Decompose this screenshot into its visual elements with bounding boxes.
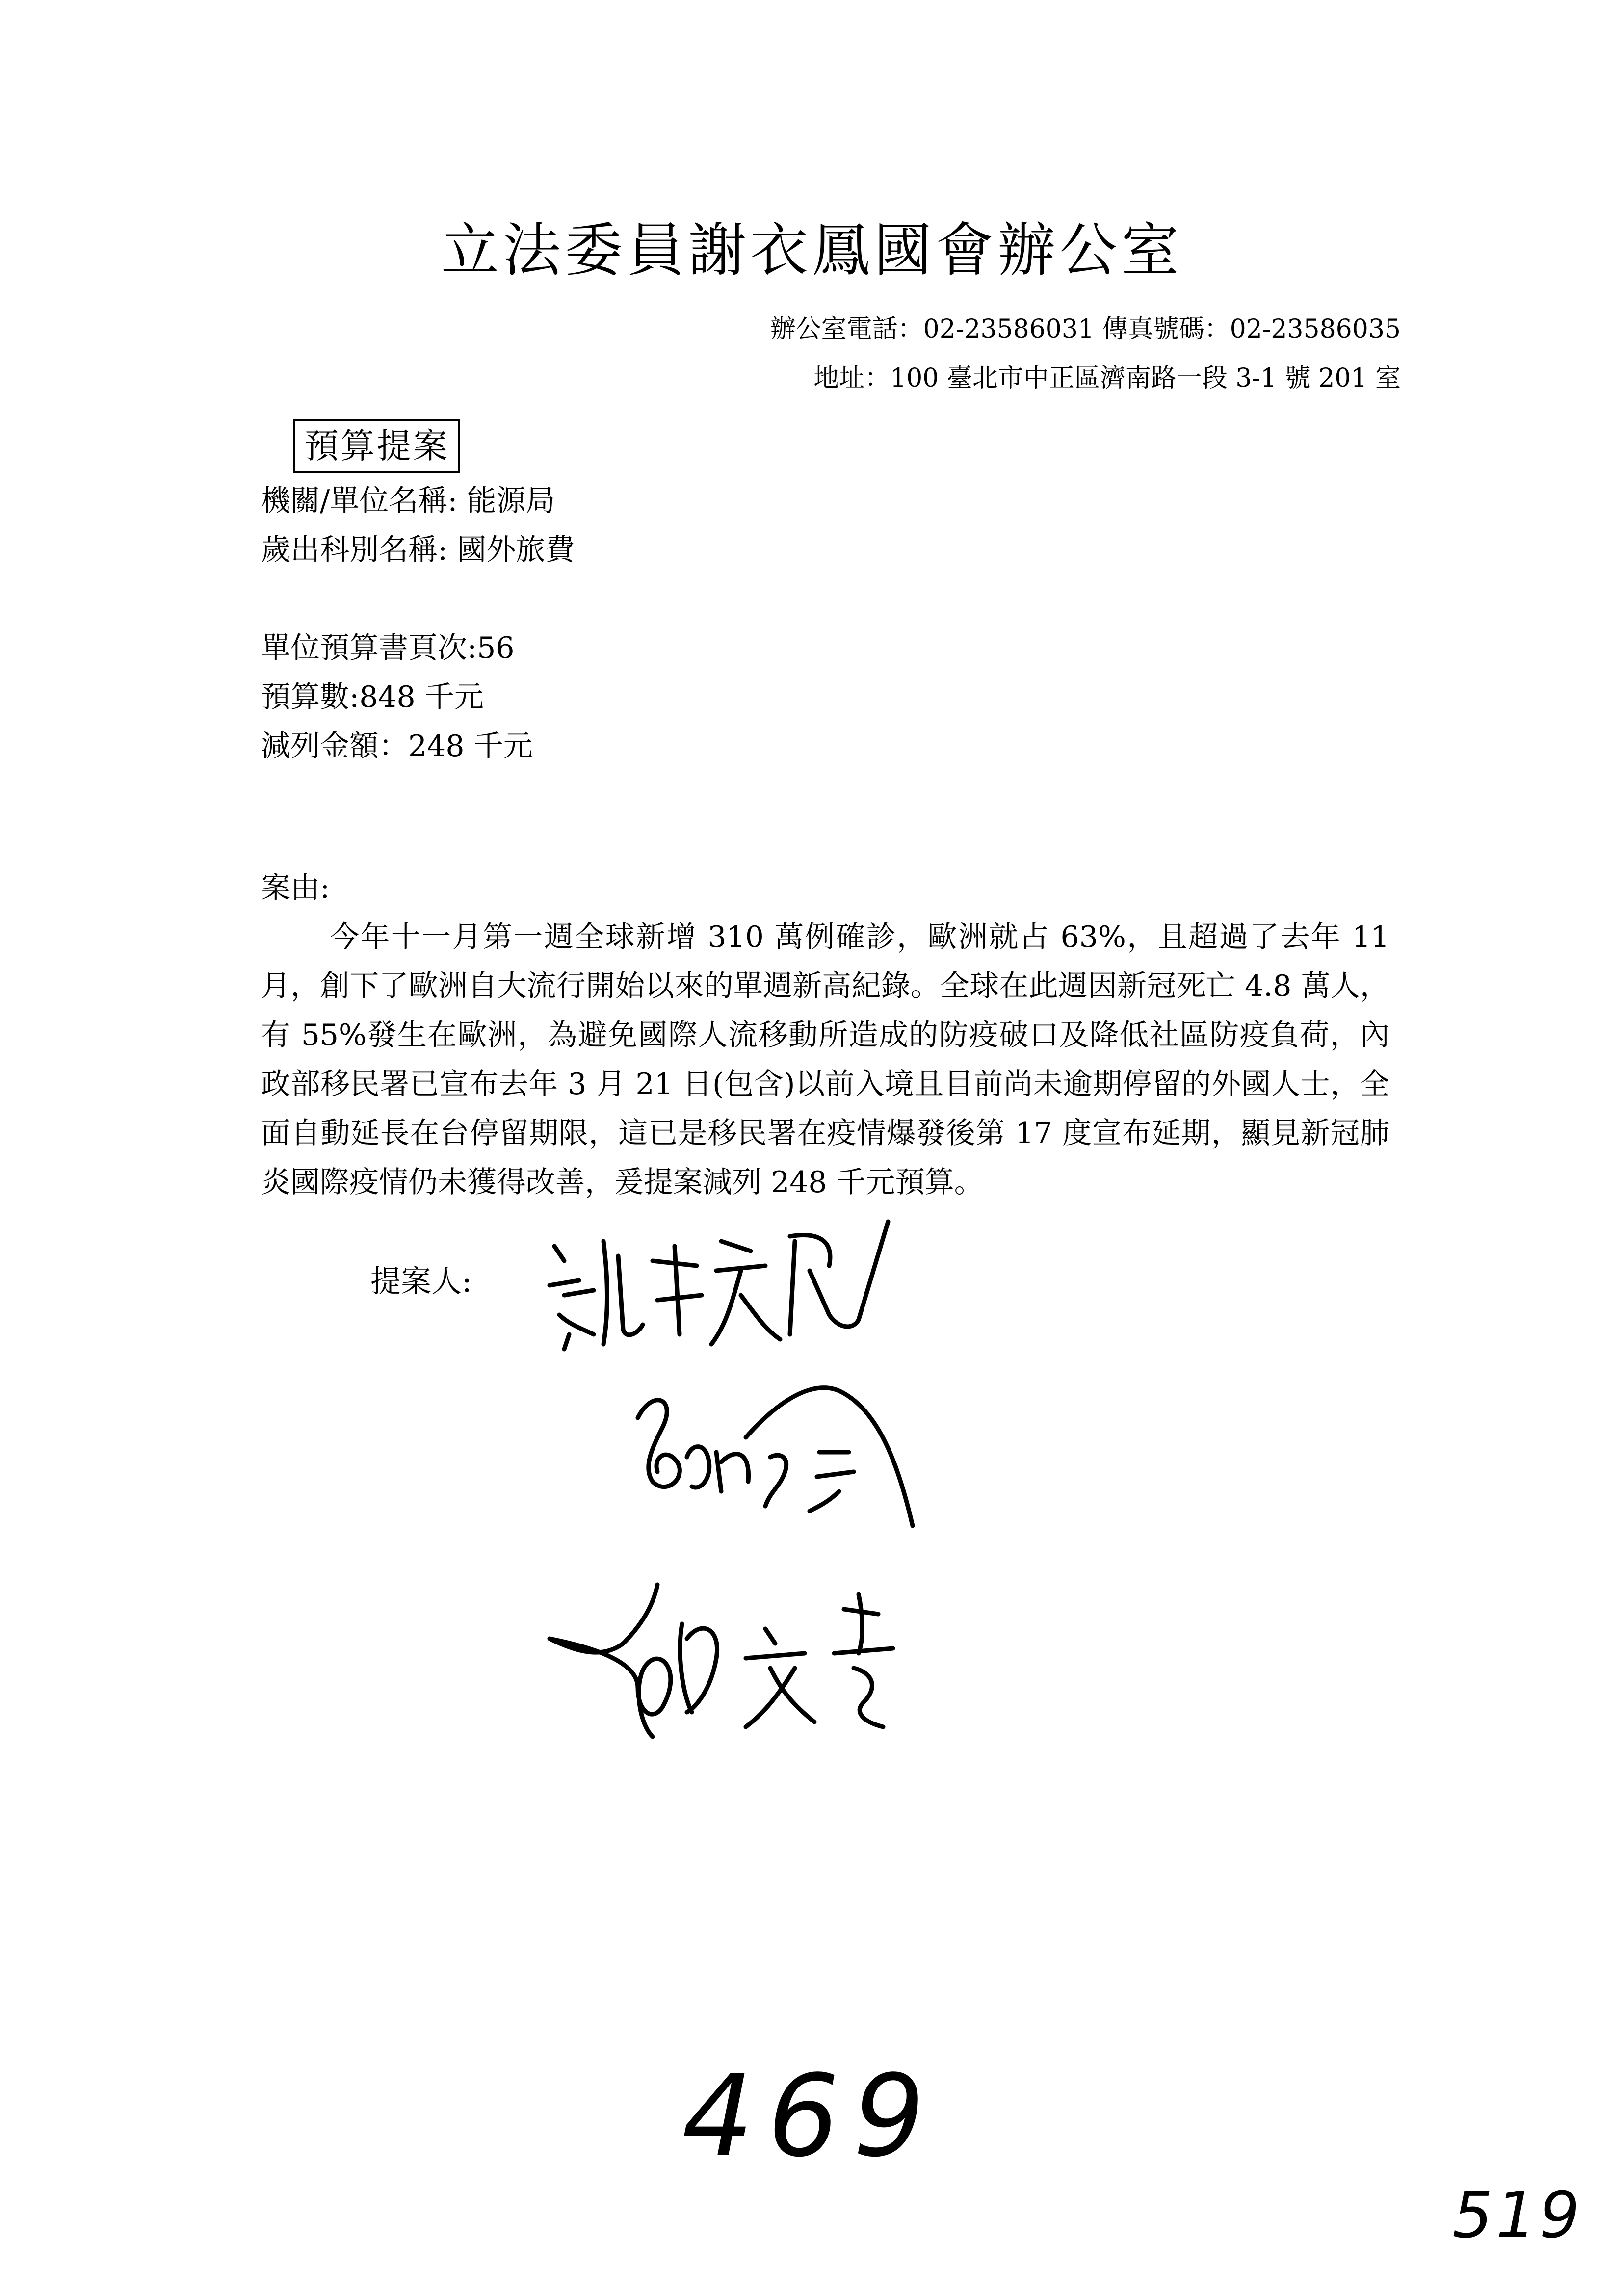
office-address: 地址：100 臺北市中正區濟南路一段 3-1 號 201 室 xyxy=(813,364,1401,393)
page-number: 469 xyxy=(682,2051,939,2182)
reason-heading: 案由: xyxy=(261,871,330,905)
budget-page-field: 單位預算書頁次:56 xyxy=(261,631,515,665)
document-type-box: 預算提案 xyxy=(293,419,460,473)
reason-text: 今年十一月第一週全球新增 310 萬例確診，歐洲就占 63%，且超過了去年 11 月，創下了歐洲自大流行開始以來的單週新高紀錄。全球在此週因新冠死亡 4.8 萬人，有 55%發生在歐洲，為避免國際人流移動所造成的防疫破口及降低社區防疫負荷，內政部移民署已宣布去年 3 月 21 日(包含)以前入境且目前尚未逾期停留的外國人士，全面自動延長在台停留期限，這已是移民署在疫情爆發後第 17 度宣布延期，顯見新冠肺炎國際疫情仍未獲得改善，爰提案減列 248 千元預算。 xyxy=(261,920,1389,1200)
office-title: 立法委員謝衣鳳國會辦公室 xyxy=(441,216,1183,284)
budget-amount-field: 預算數:848 千元 xyxy=(261,680,484,714)
signature-1 xyxy=(535,1212,908,1359)
subject-field: 歲出科別名稱: 國外旅費 xyxy=(261,533,575,567)
office-phone-fax: 辦公室電話：02-23586031 傳真號碼：02-23586035 xyxy=(770,314,1401,344)
signature-2 xyxy=(623,1379,947,1545)
cut-amount-field: 減列金額：248 千元 xyxy=(261,729,533,763)
agency-field: 機關/單位名稱: 能源局 xyxy=(261,484,555,518)
reason-section xyxy=(261,863,1389,1207)
proposer-label: 提案人: xyxy=(370,1263,472,1299)
signature-3 xyxy=(540,1565,932,1756)
corner-page-number: 519 xyxy=(1452,2178,1583,2252)
